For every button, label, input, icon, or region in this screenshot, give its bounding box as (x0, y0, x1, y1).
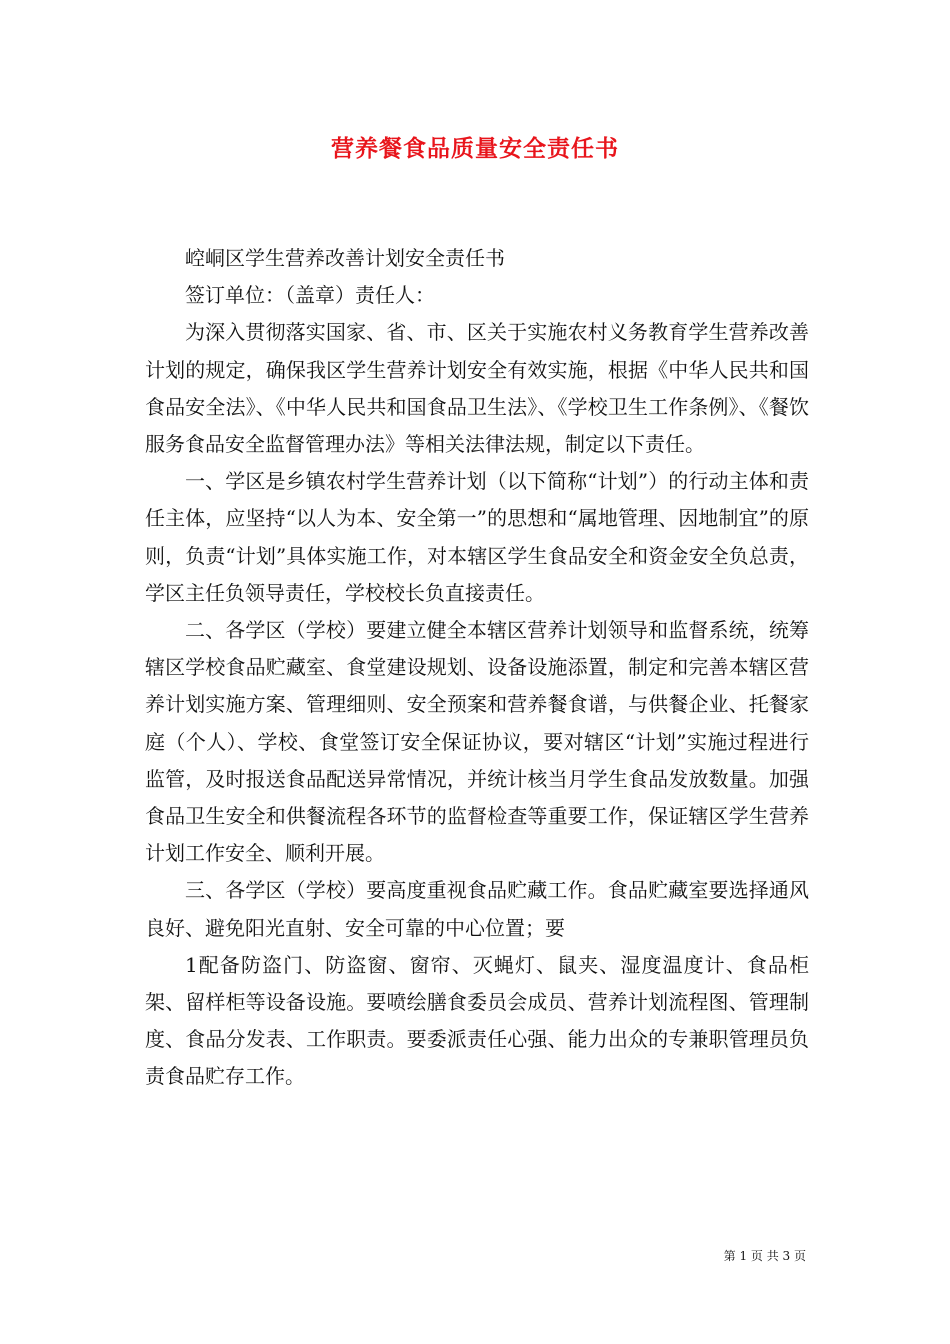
document-body (145, 240, 809, 1096)
paragraph-preamble: 为深入贯彻落实国家、省、市、区关于实施农村义务教育学生营养改善计划的规定，确保我区学生营养计划安全有效实施，根据《中华人民共和国食品安全法》、《中华人民共和国食品卫生法》、《学校卫生工作条例》、《餐饮服务食品安全监督管理办法》等相关法律法规，制定以下责任。 (145, 320, 809, 457)
paragraph-clause-2: 二、各学区（学校）要建立健全本辖区营养计划领导和监督系统，统筹辖区学校食品贮藏室、食堂建设规划、设备设施添置，制定和完善本辖区营养计划实施方案、管理细则、安全预案和营养餐食谱，与供餐企业、托餐家庭（个人）、学校、食堂签订安全保证协议，要对辖区“计划”实施过程进行监管，及时报送食品配送异常情况，并统计核当月学生食品发放数量。加强食品卫生安全和供餐流程各环节的监督检查等重要工作，保证辖区学生营养计划工作安全、顺利开展。 (145, 618, 809, 866)
paragraph-clause-3-detail: 1配备防盗门、防盗窗、窗帘、灭蝇灯、鼠夹、湿度温度计、食品柜架、留样柜等设备设施。要喷绘膳食委员会成员、营养计划流程图、管理制度、食品分发表、工作职责。要委派责任心强、能力出众的专兼职管理员负责食品贮存工作。 (145, 952, 809, 1089)
paragraph-clause-3: 三、各学区（学校）要高度重视食品贮藏工作。食品贮藏室要选择通风良好、避免阳光直射、安全可靠的中心位置；要 (145, 878, 809, 940)
paragraph-subtitle: 崆峒区学生营养改善计划安全责任书 (185, 246, 505, 270)
document-title: 营养餐食品质量安全责任书 (331, 135, 619, 162)
paragraph-signing-unit: 签订单位：（盖章）责任人： (185, 283, 435, 308)
paragraph-clause-1: 一、学区是乡镇农村学生营养计划（以下简称“计划”）的行动主体和责任主体，应坚持“以人为本、安全第一”的思想和“属地管理、因地制宜”的原则，负责“计划”具体实施工作，对本辖区学生食品安全和资金安全负总责，学区主任负领导责任，学校校长负直接责任。 (145, 469, 809, 605)
page-number: 第 1 页 共 3 页 (723, 1249, 806, 1263)
